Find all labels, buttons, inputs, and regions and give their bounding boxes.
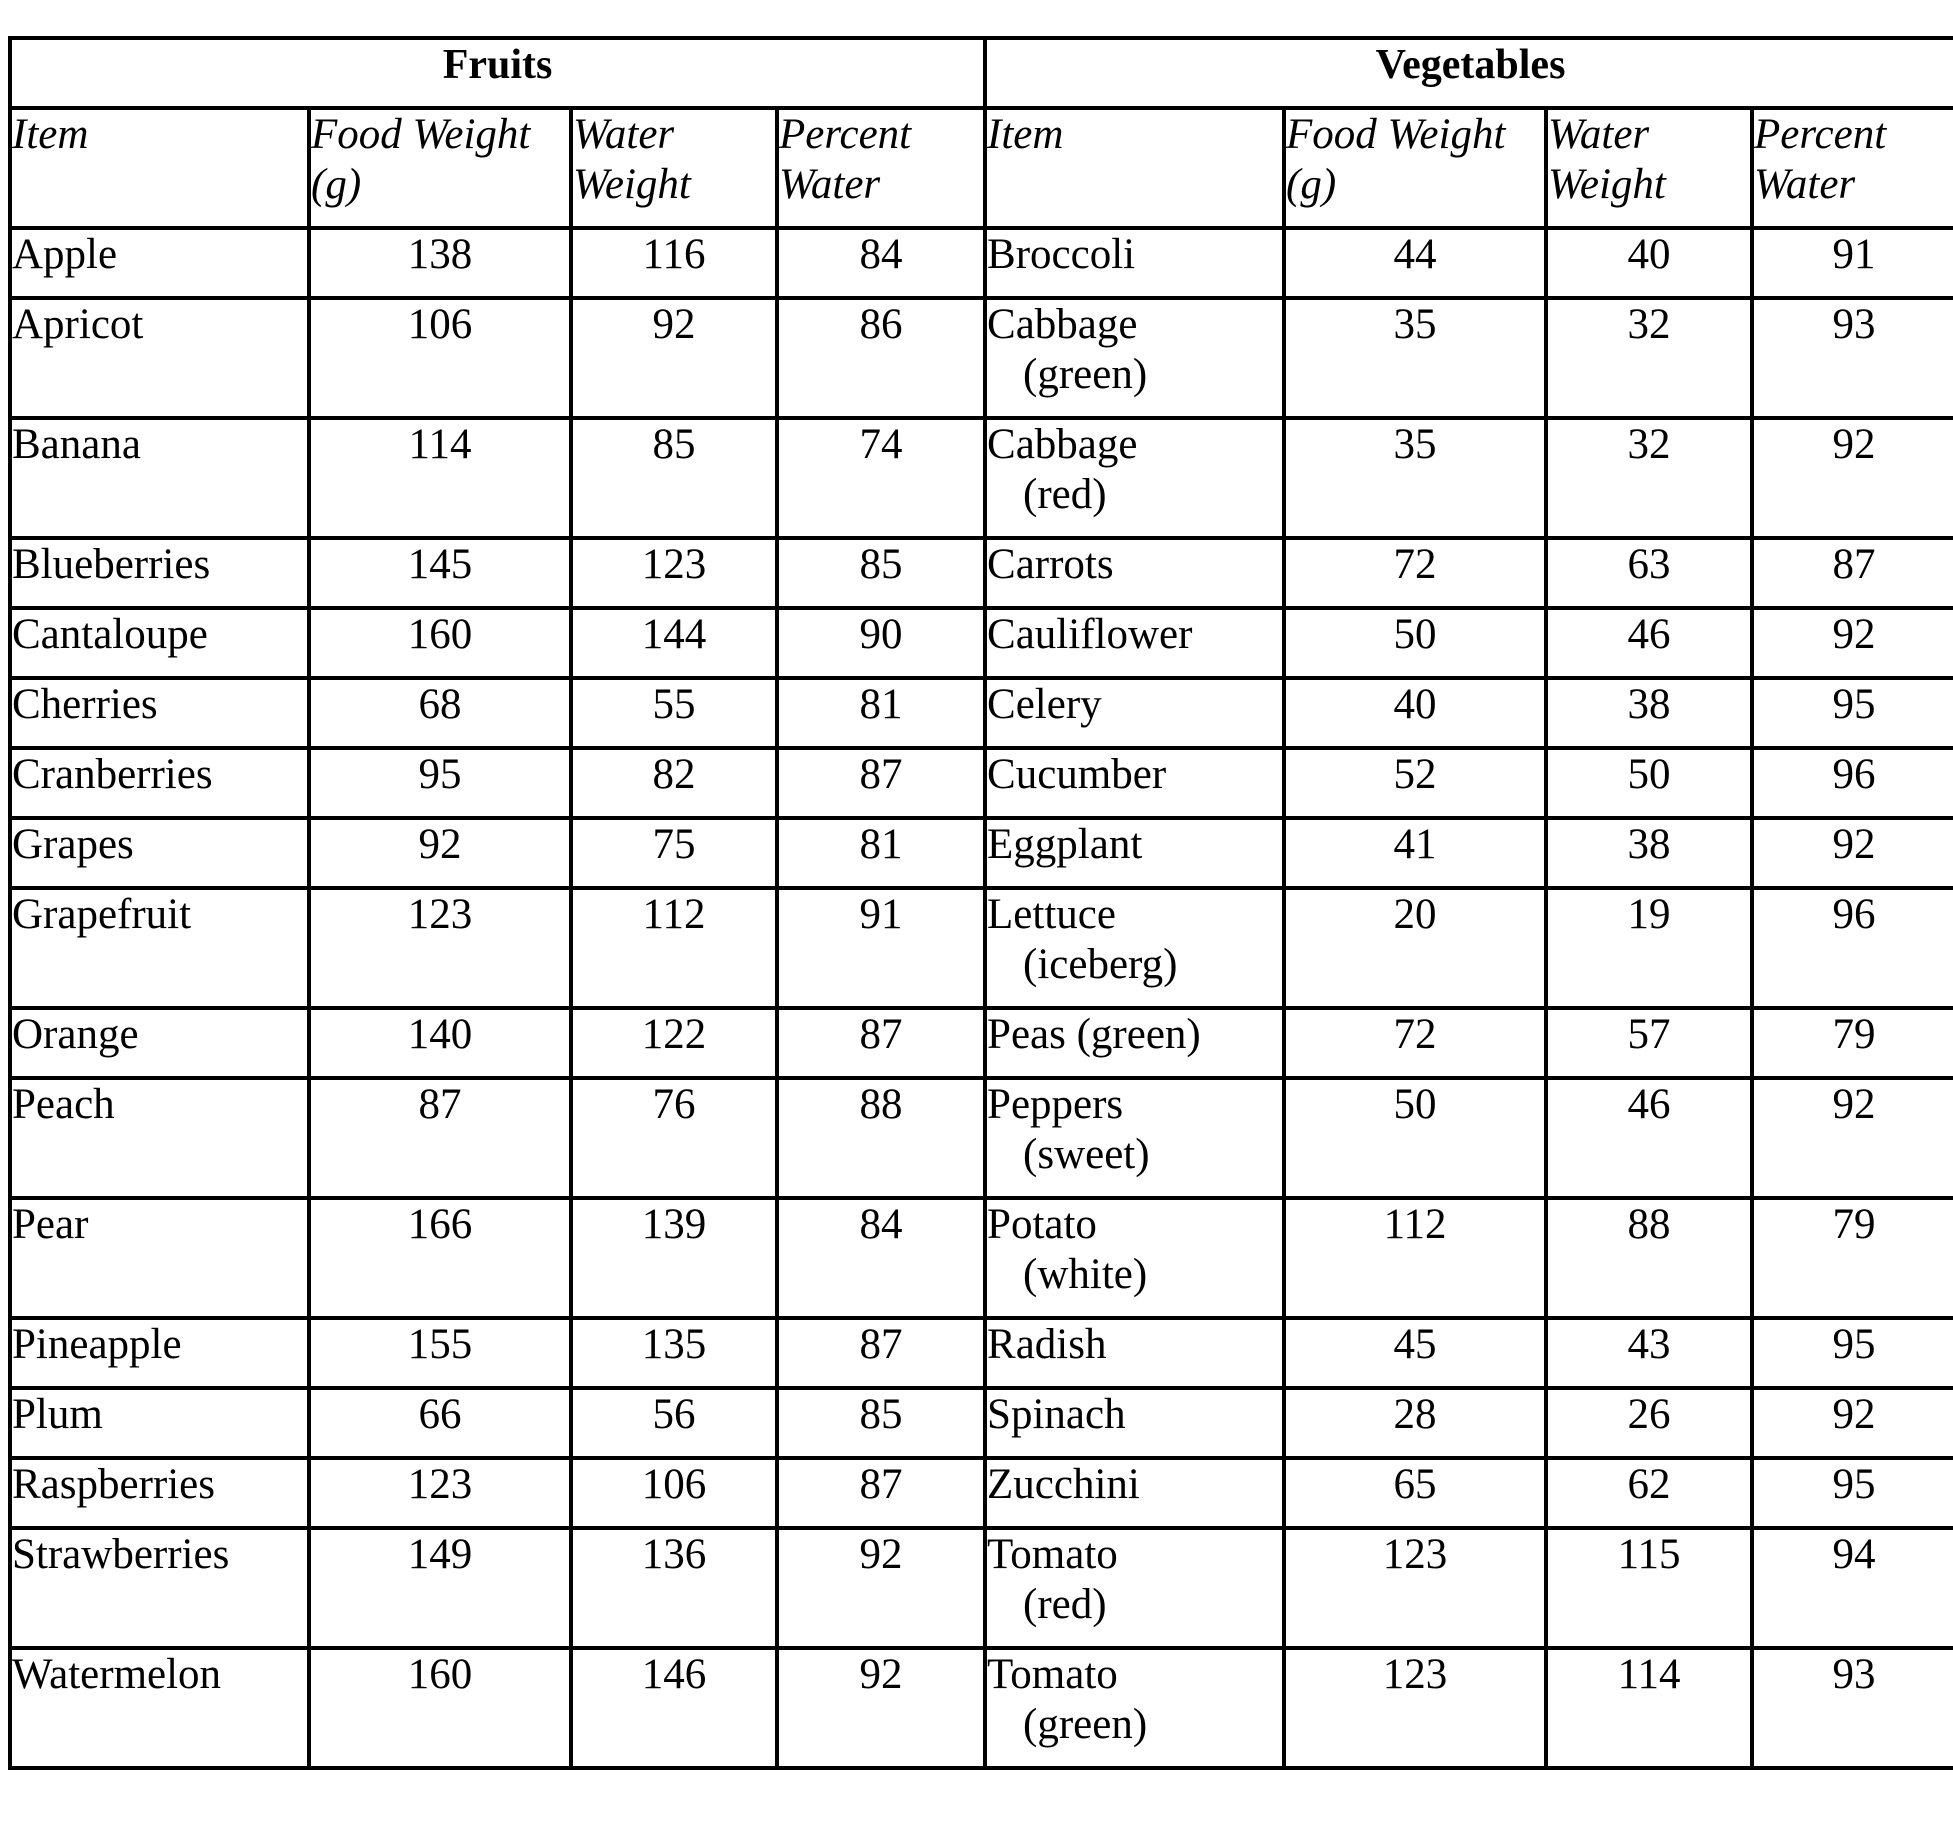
- veg-item-cell: [985, 1198, 1284, 1318]
- veg-item-cell: [985, 1648, 1284, 1768]
- table-row: [10, 1318, 1953, 1388]
- veg-water-weight-cell: 26: [1546, 1388, 1752, 1458]
- veg-percent-water-cell: 95: [1752, 1458, 1953, 1528]
- fruit-item-cell: Plum: [10, 1388, 309, 1458]
- table-header: [10, 38, 1953, 228]
- veg-food-weight-cell: 123: [1284, 1648, 1546, 1768]
- veg-item-name: Zucchini: [987, 1461, 1140, 1508]
- fruit-water-weight-header: Water Weight: [571, 108, 777, 228]
- fruit-percent-water-cell: 84: [777, 228, 985, 298]
- veg-food-weight-cell: 65: [1284, 1458, 1546, 1528]
- veg-item-cell: [985, 748, 1284, 818]
- fruit-water-weight-cell: 76: [571, 1078, 777, 1198]
- veg-food-weight-cell: 72: [1284, 1008, 1546, 1078]
- veg-percent-water-cell: 91: [1752, 228, 1953, 298]
- table-body: [10, 228, 1953, 1768]
- veg-water-weight-cell: 32: [1546, 298, 1752, 418]
- table-row: [10, 1528, 1953, 1648]
- veg-food-weight-cell: 52: [1284, 748, 1546, 818]
- fruit-item-cell: Watermelon: [10, 1648, 309, 1768]
- veg-water-weight-cell: 19: [1546, 888, 1752, 1008]
- water-content-table: [8, 36, 1953, 1770]
- fruit-water-weight-cell: 122: [571, 1008, 777, 1078]
- veg-item-name: Cauliflower: [987, 611, 1193, 658]
- fruit-food-weight-cell: 106: [309, 298, 571, 418]
- group-header-row: [10, 38, 1953, 108]
- fruit-water-weight-cell: 56: [571, 1388, 777, 1458]
- fruit-food-weight-cell: 149: [309, 1528, 571, 1648]
- veg-item-cell: [985, 1008, 1284, 1078]
- fruit-percent-water-cell: 87: [777, 1008, 985, 1078]
- veg-item-name: Broccoli: [987, 231, 1136, 278]
- veg-item-cell: [985, 1528, 1284, 1648]
- veg-water-weight-cell: 38: [1546, 678, 1752, 748]
- veg-item-cell: [985, 228, 1284, 298]
- veg-food-weight-header: Food Weight (g): [1284, 108, 1546, 228]
- fruit-percent-water-cell: 84: [777, 1198, 985, 1318]
- fruit-food-weight-cell: 145: [309, 538, 571, 608]
- fruit-percent-water-cell: 85: [777, 538, 985, 608]
- fruit-item-cell: Pear: [10, 1198, 309, 1318]
- fruit-item-cell: Pineapple: [10, 1318, 309, 1388]
- table-row: [10, 1458, 1953, 1528]
- veg-water-weight-cell: 38: [1546, 818, 1752, 888]
- veg-percent-water-cell: 79: [1752, 1198, 1953, 1318]
- veg-item-name: Spinach: [987, 1391, 1126, 1438]
- fruit-water-weight-cell: 85: [571, 418, 777, 538]
- table-row: [10, 538, 1953, 608]
- veg-food-weight-cell: 50: [1284, 608, 1546, 678]
- veg-item-qualifier: (sweet): [1023, 1131, 1150, 1178]
- veg-item-qualifier: (white): [1023, 1251, 1148, 1298]
- veg-item-qualifier: (green): [1023, 351, 1148, 398]
- veg-item-name: Cabbage: [987, 421, 1138, 468]
- veg-percent-water-cell: 92: [1752, 1388, 1953, 1458]
- veg-percent-water-cell: 92: [1752, 608, 1953, 678]
- veg-percent-water-cell: 95: [1752, 678, 1953, 748]
- veg-item-qualifier: (green): [1023, 1701, 1148, 1748]
- fruit-percent-water-header: Percent Water: [777, 108, 985, 228]
- table-row: [10, 678, 1953, 748]
- veg-food-weight-cell: 50: [1284, 1078, 1546, 1198]
- fruit-food-weight-header: Food Weight (g): [309, 108, 571, 228]
- veg-food-weight-cell: 44: [1284, 228, 1546, 298]
- fruit-food-weight-cell: 66: [309, 1388, 571, 1458]
- veg-water-weight-cell: 46: [1546, 1078, 1752, 1198]
- veg-food-weight-cell: 28: [1284, 1388, 1546, 1458]
- table-row: [10, 418, 1953, 538]
- veg-percent-water-header: Percent Water: [1752, 108, 1953, 228]
- fruit-water-weight-cell: 106: [571, 1458, 777, 1528]
- veg-food-weight-cell: 72: [1284, 538, 1546, 608]
- table-row: [10, 1078, 1953, 1198]
- table-row: [10, 1198, 1953, 1318]
- veg-water-weight-cell: 62: [1546, 1458, 1752, 1528]
- fruit-item-cell: Strawberries: [10, 1528, 309, 1648]
- table-row: [10, 748, 1953, 818]
- fruit-item-cell: Cranberries: [10, 748, 309, 818]
- veg-food-weight-cell: 41: [1284, 818, 1546, 888]
- fruit-water-weight-cell: 55: [571, 678, 777, 748]
- fruit-item-cell: Raspberries: [10, 1458, 309, 1528]
- table-row: [10, 298, 1953, 418]
- fruit-percent-water-cell: 87: [777, 748, 985, 818]
- table-row: [10, 1388, 1953, 1458]
- fruit-water-weight-cell: 146: [571, 1648, 777, 1768]
- veg-water-weight-cell: 115: [1546, 1528, 1752, 1648]
- fruit-food-weight-cell: 155: [309, 1318, 571, 1388]
- fruit-percent-water-cell: 87: [777, 1458, 985, 1528]
- fruit-food-weight-cell: 123: [309, 1458, 571, 1528]
- veg-food-weight-cell: 20: [1284, 888, 1546, 1008]
- veg-percent-water-cell: 93: [1752, 1648, 1953, 1768]
- veg-item-cell: [985, 538, 1284, 608]
- fruit-percent-water-cell: 92: [777, 1648, 985, 1768]
- veg-water-weight-cell: 63: [1546, 538, 1752, 608]
- veg-item-name: Celery: [987, 681, 1102, 728]
- veg-water-weight-cell: 88: [1546, 1198, 1752, 1318]
- fruit-food-weight-cell: 138: [309, 228, 571, 298]
- fruit-item-cell: Cherries: [10, 678, 309, 748]
- veg-item-name: Tomato: [987, 1531, 1118, 1578]
- fruit-water-weight-cell: 82: [571, 748, 777, 818]
- veg-percent-water-cell: 92: [1752, 818, 1953, 888]
- veg-water-weight-cell: 57: [1546, 1008, 1752, 1078]
- veg-food-weight-cell: 123: [1284, 1528, 1546, 1648]
- fruit-food-weight-cell: 114: [309, 418, 571, 538]
- fruit-item-cell: Banana: [10, 418, 309, 538]
- veg-percent-water-cell: 92: [1752, 418, 1953, 538]
- fruit-percent-water-cell: 92: [777, 1528, 985, 1648]
- veg-item-cell: [985, 1388, 1284, 1458]
- veg-item-cell: [985, 608, 1284, 678]
- fruit-water-weight-cell: 123: [571, 538, 777, 608]
- veg-item-cell: [985, 298, 1284, 418]
- fruit-water-weight-cell: 112: [571, 888, 777, 1008]
- veg-item-cell: [985, 1318, 1284, 1388]
- veg-item-name: Cucumber: [987, 751, 1167, 798]
- table-row: [10, 608, 1953, 678]
- veg-percent-water-cell: 93: [1752, 298, 1953, 418]
- veg-item-name: Potato: [987, 1201, 1097, 1248]
- table-row: [10, 818, 1953, 888]
- veg-item-cell: [985, 1078, 1284, 1198]
- fruits-group-header: Fruits: [10, 38, 985, 108]
- fruit-item-cell: Orange: [10, 1008, 309, 1078]
- fruit-percent-water-cell: 88: [777, 1078, 985, 1198]
- fruit-water-weight-cell: 92: [571, 298, 777, 418]
- veg-water-weight-header: Water Weight: [1546, 108, 1752, 228]
- fruit-percent-water-cell: 81: [777, 818, 985, 888]
- fruit-item-header: Item: [10, 108, 309, 228]
- veg-item-name: Carrots: [987, 541, 1114, 588]
- fruit-item-cell: Grapes: [10, 818, 309, 888]
- table-row: [10, 1008, 1953, 1078]
- veg-item-name: Cabbage: [987, 301, 1138, 348]
- fruit-item-cell: Apricot: [10, 298, 309, 418]
- veg-water-weight-cell: 32: [1546, 418, 1752, 538]
- veg-percent-water-cell: 95: [1752, 1318, 1953, 1388]
- veg-item-name: Peas (green): [987, 1011, 1201, 1058]
- veg-food-weight-cell: 40: [1284, 678, 1546, 748]
- veg-item-cell: [985, 418, 1284, 538]
- table-row: [10, 1648, 1953, 1768]
- veg-item-cell: [985, 1458, 1284, 1528]
- fruit-food-weight-cell: 123: [309, 888, 571, 1008]
- fruit-percent-water-cell: 86: [777, 298, 985, 418]
- fruit-percent-water-cell: 87: [777, 1318, 985, 1388]
- fruit-item-cell: Peach: [10, 1078, 309, 1198]
- fruit-percent-water-cell: 81: [777, 678, 985, 748]
- veg-item-qualifier: (red): [1023, 1581, 1107, 1628]
- fruit-food-weight-cell: 140: [309, 1008, 571, 1078]
- veg-water-weight-cell: 114: [1546, 1648, 1752, 1768]
- fruit-water-weight-cell: 144: [571, 608, 777, 678]
- veg-percent-water-cell: 87: [1752, 538, 1953, 608]
- fruit-item-cell: Cantaloupe: [10, 608, 309, 678]
- column-header-row: [10, 108, 1953, 228]
- veg-food-weight-cell: 35: [1284, 418, 1546, 538]
- fruit-food-weight-cell: 92: [309, 818, 571, 888]
- table-row: [10, 888, 1953, 1008]
- veg-item-name: Eggplant: [987, 821, 1143, 868]
- veg-item-cell: [985, 818, 1284, 888]
- veg-food-weight-cell: 35: [1284, 298, 1546, 418]
- veg-item-cell: [985, 888, 1284, 1008]
- fruit-percent-water-cell: 91: [777, 888, 985, 1008]
- fruit-percent-water-cell: 90: [777, 608, 985, 678]
- fruit-item-cell: Apple: [10, 228, 309, 298]
- fruit-water-weight-cell: 139: [571, 1198, 777, 1318]
- veg-item-qualifier: (iceberg): [1023, 941, 1178, 988]
- veg-water-weight-cell: 43: [1546, 1318, 1752, 1388]
- fruit-food-weight-cell: 166: [309, 1198, 571, 1318]
- veg-item-qualifier: (red): [1023, 471, 1107, 518]
- veg-item-name: Radish: [987, 1321, 1107, 1368]
- veg-item-header: Item: [985, 108, 1284, 228]
- table-row: [10, 228, 1953, 298]
- veg-food-weight-cell: 112: [1284, 1198, 1546, 1318]
- veg-percent-water-cell: 94: [1752, 1528, 1953, 1648]
- veg-percent-water-cell: 96: [1752, 888, 1953, 1008]
- fruit-percent-water-cell: 85: [777, 1388, 985, 1458]
- veg-water-weight-cell: 46: [1546, 608, 1752, 678]
- veg-item-name: Peppers: [987, 1081, 1124, 1128]
- fruit-percent-water-cell: 74: [777, 418, 985, 538]
- fruit-water-weight-cell: 135: [571, 1318, 777, 1388]
- veg-percent-water-cell: 79: [1752, 1008, 1953, 1078]
- fruit-food-weight-cell: 95: [309, 748, 571, 818]
- vegetables-group-header: Vegetables: [985, 38, 1953, 108]
- veg-water-weight-cell: 40: [1546, 228, 1752, 298]
- veg-water-weight-cell: 50: [1546, 748, 1752, 818]
- veg-item-name: Lettuce: [987, 891, 1116, 938]
- veg-percent-water-cell: 92: [1752, 1078, 1953, 1198]
- fruit-food-weight-cell: 160: [309, 608, 571, 678]
- fruit-water-weight-cell: 75: [571, 818, 777, 888]
- veg-item-name: Tomato: [987, 1651, 1118, 1698]
- fruit-water-weight-cell: 136: [571, 1528, 777, 1648]
- veg-percent-water-cell: 96: [1752, 748, 1953, 818]
- fruit-food-weight-cell: 160: [309, 1648, 571, 1768]
- fruit-item-cell: Blueberries: [10, 538, 309, 608]
- veg-item-cell: [985, 678, 1284, 748]
- fruit-water-weight-cell: 116: [571, 228, 777, 298]
- fruit-food-weight-cell: 68: [309, 678, 571, 748]
- veg-food-weight-cell: 45: [1284, 1318, 1546, 1388]
- fruit-item-cell: Grapefruit: [10, 888, 309, 1008]
- fruit-food-weight-cell: 87: [309, 1078, 571, 1198]
